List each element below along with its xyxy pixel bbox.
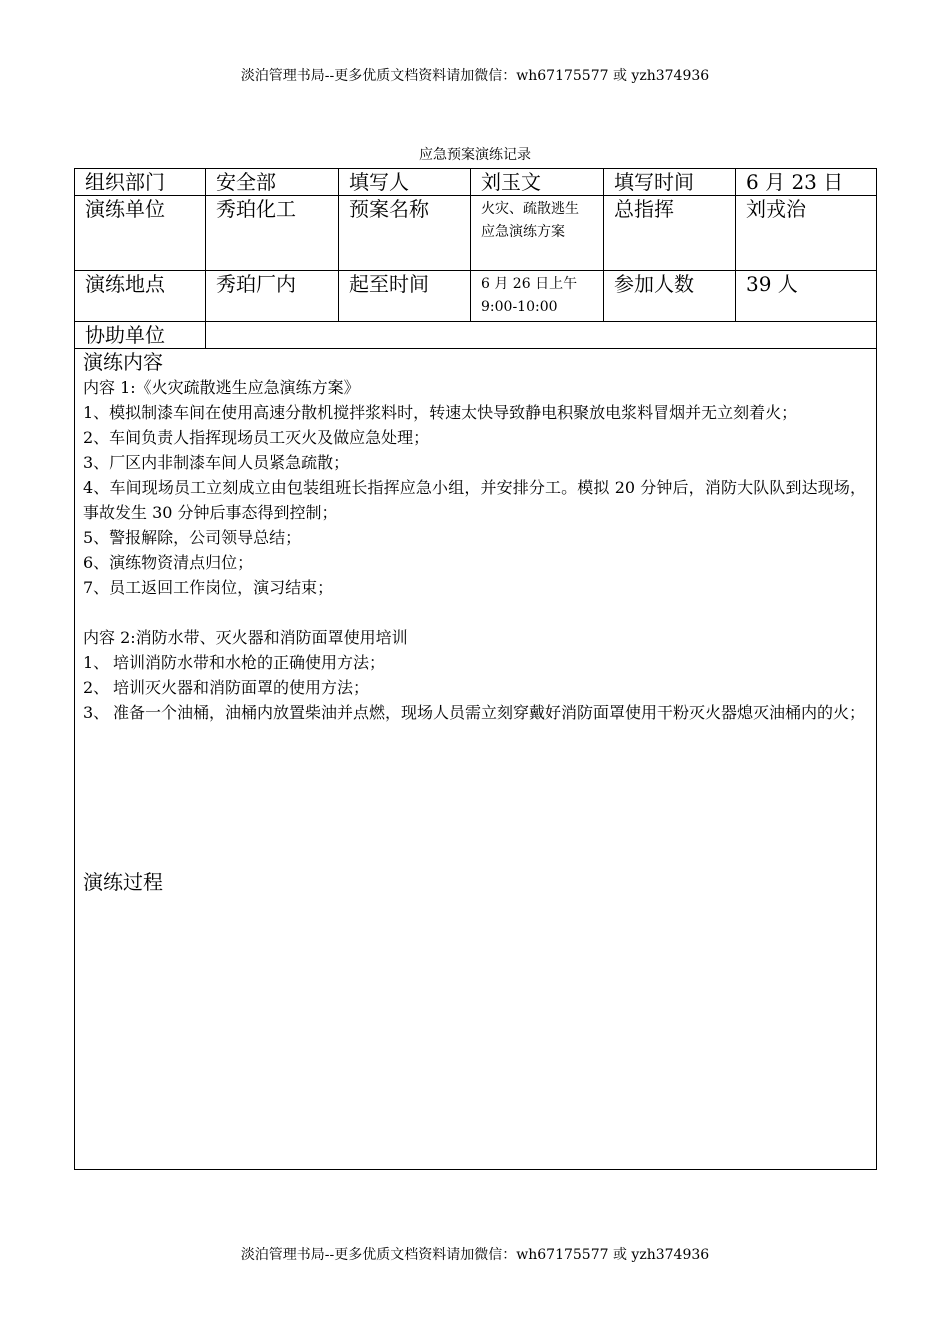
assist-unit-label: 协助单位 <box>75 322 206 349</box>
list-text: 培训灭火器和消防面罩的使用方法； <box>113 678 370 697</box>
header-note: 淡泊管理书局--更多优质文档资料请加微信：wh67175577 或 yzh374936 <box>240 68 710 84</box>
content-heading: 演练内容 <box>83 350 163 374</box>
list-text: 准备一个油桶，油桶内放置柴油并点燃，现场人员需立刻穿戴好消防面罩使用干粉灭火器熄灭油桶内的火； <box>113 703 866 722</box>
drill-content-cell <box>75 349 877 1170</box>
fill-time-label: 填写时间 <box>604 169 736 196</box>
list-item <box>83 675 866 700</box>
fill-time-value: 6 月 23 日 <box>736 169 877 196</box>
plan-name-value: 火灾、疏散逃生应急演练方案 <box>471 196 604 271</box>
table-row <box>75 322 877 349</box>
commander-label: 总指挥 <box>604 196 736 271</box>
location-label: 演练地点 <box>75 271 206 322</box>
content-part1-title: 内容 1:《火灾疏散逃生应急演练方案》 <box>83 378 360 397</box>
list-item: 3、厂区内非制漆车间人员紧急疏散； <box>83 453 350 472</box>
footer-note: 淡泊管理书局--更多优质文档资料请加微信：wh67175577 或 yzh374936 <box>240 1247 710 1263</box>
list-item: 5、警报解除，公司领导总结； <box>83 528 302 547</box>
period-value <box>471 271 604 322</box>
list-item: 7、员工返回工作岗位，演习结束； <box>83 578 334 597</box>
list-number: 3、 <box>83 703 110 722</box>
org-dept-value: 安全部 <box>206 169 339 196</box>
table-row <box>75 196 877 271</box>
period-label: 起至时间 <box>339 271 471 322</box>
commander-value: 刘戎治 <box>736 196 877 271</box>
plan-name-label: 预案名称 <box>339 196 471 271</box>
table-row <box>75 169 877 196</box>
table-row <box>75 349 877 1170</box>
drill-unit-value: 秀珀化工 <box>206 196 339 271</box>
list-item <box>83 650 866 675</box>
period-date: 6 月 26 日上午 <box>481 276 578 292</box>
filler-value: 刘玉文 <box>471 169 604 196</box>
list-item: 1、模拟制漆车间在使用高速分散机搅拌浆料时，转速太快导致静电积聚放电浆料冒烟并无立刻着火； <box>83 403 798 422</box>
list-text: 培训消防水带和水枪的正确使用方法； <box>113 653 386 672</box>
participants-label: 参加人数 <box>604 271 736 322</box>
period-time: 9:00-10:00 <box>481 299 558 315</box>
participants-value: 39 人 <box>736 271 877 322</box>
list-number: 2、 <box>83 678 110 697</box>
list-number: 1、 <box>83 653 110 672</box>
filler-label: 填写人 <box>339 169 471 196</box>
content-part2-title: 内容 2:消防水带、灭火器和消防面罩使用培训 <box>83 628 408 647</box>
org-dept-label: 组织部门 <box>75 169 206 196</box>
location-value: 秀珀厂内 <box>206 271 339 322</box>
document-title: 应急预案演练记录 <box>419 147 531 163</box>
list-item: 2、车间负责人指挥现场员工灭火及做应急处理； <box>83 428 430 447</box>
list-item <box>83 700 866 725</box>
list-item: 4、车间现场员工立刻成立由包装组班长指挥应急小组，并安排分工。模拟 20 分钟后，消防大队队到达现场，事故发生 30 分钟后事态得到控制； <box>83 478 866 522</box>
drill-unit-label: 演练单位 <box>75 196 206 271</box>
assist-unit-value <box>206 322 877 349</box>
process-heading: 演练过程 <box>83 870 163 894</box>
drill-record-table <box>74 168 877 1170</box>
table-row <box>75 271 877 322</box>
list-item: 6、演练物资清点归位； <box>83 553 254 572</box>
